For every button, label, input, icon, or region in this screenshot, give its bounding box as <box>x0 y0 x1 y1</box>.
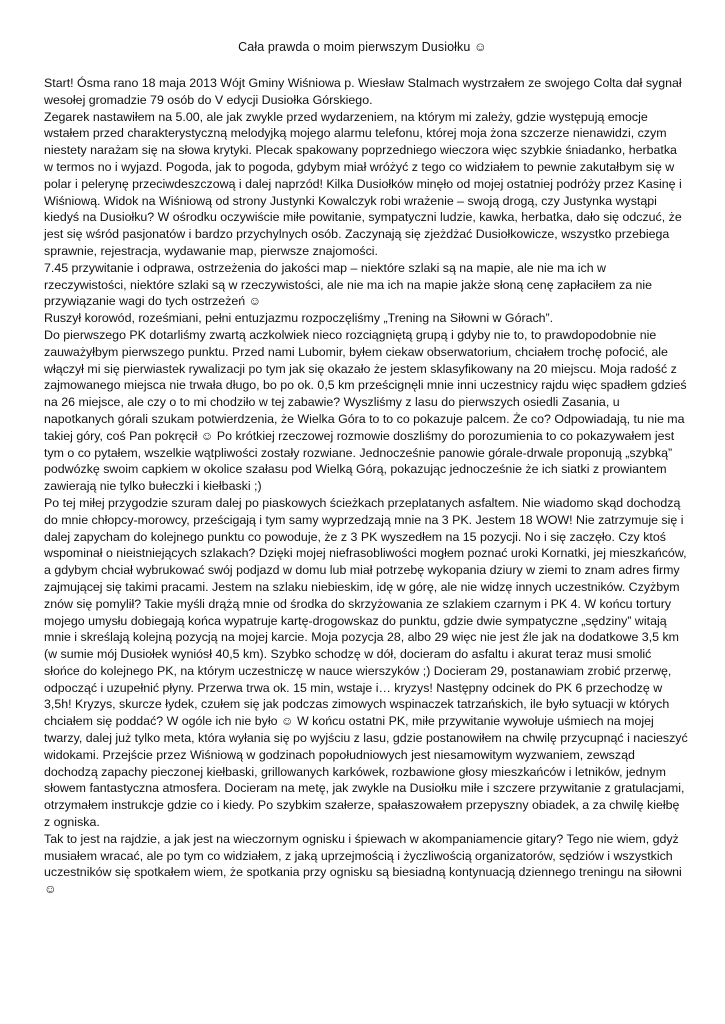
document-body <box>44 75 689 898</box>
paragraph: Zegarek nastawiłem na 5.00, ale jak zwykle przed wydarzeniem, na którym mi zależy, gdzie występują emocje wstałem przed charakterystyczną melodyjką mojego alarmu telefonu, której moja żona szczerze nienawidzi, czym niestety narażam się na słowa krytyki. Plecak spakowany poprzedniego wieczora więc szybkie śniadanko, herbatka w termos no i wyjazd. Pogoda, jak to pogoda, gdybym miał wróżyć z tego co widziałem to pewnie zakutałbym się w polar i pelerynę przeciwdeszczową i dalej naprzód! Kilka Dusiołków minęło od mojej ostatniej podróży przez Kasinę i Wiśniową. Widok na Wiśniową od strony Justynki Kowalczyk robi wrażenie – swoją drogą, czy Justynka wystąpi kiedyś na Dusiołku? W ośrodku oczywiście miłe powitanie, sympatyczni ludzie, kawka, herbatka, dało się odczuć, że jest się wśród pasjonatów i bardzo przychylnych osób. Zaczynają się zjeżdżać Dusiołkowicze, wszystko przebiega sprawnie, rejestracja, wydawanie map, pierwsze znajomości. <box>44 109 682 258</box>
paragraph: Do pierwszego PK dotarliśmy zwartą aczkolwiek nieco rozciągniętą grupą i gdyby nie to, to prawdopodobnie nie zauważyłbym pierwszego punktu. Przed nami Lubomir, byłem ciekaw obserwatorium, chciałem trochę pofocić, ale włączył mi się pierwiastek rywalizacji po tym jak się okazało że jestem sklasyfikowany na 20 miejscu. Moja radość z zajmowanego miejsca nie trwała długo, bo po ok. 0,5 km prześcignęli mnie inni uczestnicy rajdu więc spadłem gdzieś na 26 miejsce, ale czy o to mi chodziło w tej zabawie? Wyszliśmy z lasu do pierwszych osiedli Zasania, u napotkanych górali szukam potwierdzenia, że Wielka Góra to to co pokazuje palcem. Że co? Odpowiadają, tu nie ma takiej góry, coś Pan pokręcił ☺ Po krótkiej rzeczowej rozmowie doszliśmy do porozumienia to co pokazywałem jest tym o co pytałem, wszelkie wątpliwości zostały rozwiane. Jednocześnie panowie górale-drwale proponują „szybką” podwózkę swoim capkiem w okolice szałasu pod Wielką Górą, pokazując jednocześnie że ich siatki z prowiantem zawierają nie tylko bułeczki i kiełbaski ;) <box>44 327 687 494</box>
document-title: Cała prawda o moim pierwszym Dusiołku ☺ <box>238 40 487 54</box>
paragraph: Po tej miłej przygodzie szuram dalej po piaskowych ścieżkach przeplatanych asfaltem. Nie wiadomo skąd dochodzą do mnie chłopcy-morowcy, prześcigają i tym samy wyprzedzają mnie na 3 PK. Jestem 18 WOW! Nie zatrzymuje się i dalej zapycham do kolejnego punktu co powoduje, że z 3 PK wyszedłem na 15 pozycji. No i się zaczęło. Czy ktoś wspominał o nieistniejących szlakach? Dzięki mojej niefrasobliwości mogłem poznać uroki Kornatki, jej mieszkańców, a gdybym chciał wybrukować swój podjazd w domu lub miał potrzebę wykopania dziury w ziemi to znam adres firmy zajmującej się takimi pracami. Jestem na szlaku niebieskim, idę w górę, ale nie widzę innych uczestników. Czyżbym znów się pomylił? Takie myśli drążą mnie od środka do skrzyżowania ze szlakiem czarnym i PK 4. W końcu tortury mojego umysłu dobiegają końca wypatruje kartę-drogowskaz do punktu, gdzie dwie sympatyczne „sędziny” witają mnie i skreślają kolejną pozycją na mojej karcie. Moja pozycja 28, albo 29 więc nie jest źle jak na dodatkowe 3,5 km (w sumie mój Dusiołek wyniósł 40,5 km). Szybko schodzę w dół, docieram do asfaltu i akurat teraz musi smolić słońce do kolejnego PK, na którym uczestniczę w nauce wierszyków ;) Docieram 29, postanawiam zrobić przerwę, odpocząć i uzupełnić płyny. Przerwa trwa ok. 15 min, wstaje i… kryzys! Następny odcinek do PK 6 przechodzę w 3,5h! Kryzys, skurcze łydek, czułem się jak podczas zimowych wspinaczek tatrzańskich, ile było sytuacji w których chciałem się poddać? W ogóle ich nie było ☺ W końcu ostatni PK, miłe przywitanie wywołuje uśmiech na mojej twarzy, dalej już tylko meta, która wyłania się po wyjściu z lasu, gdzie postanowiłem na chwilę przycupnąć i nacieszyć widokami. Przejście przez Wiśniową w godzinach popołudniowych jest niesamowitym wyzwaniem, zewsząd dochodzą zapachy pieczonej kiełbaski, grillowanych karkówek, rozbawione głosy mieszkańców i letników, jednym słowem fantastyczna atmosfera. Docieram na metę, jak zwykle na Dusiołku miłe i szczere przywitanie z gratulacjami, otrzymałem instrukcje gdzie co i kiedy. Po szybkim szałerze, spałaszowałem przepyszny obiadek, a za chwilę kiełbę z ogniska. <box>44 495 688 830</box>
paragraph: Ruszył korowód, roześmiani, pełni entuzjazmu rozpoczęliśmy „Trening na Siłowni w Górach”. <box>44 311 554 326</box>
paragraph: 7.45 przywitanie i odprawa, ostrzeżenia do jakości map – niektóre szlaki są na mapie, ale nie ma ich w rzeczywistości, niektóre szlaki są w rzeczywistości, ale nie ma ich na mapie jakże słoną cenę zapłaciłem za nie przywiązanie wagi do tych ostrzeżeń ☺ <box>44 260 653 309</box>
paragraph: Start! Ósma rano 18 maja 2013 Wójt Gminy Wiśniowa p. Wiesław Stalmach wystrzałem ze swojego Colta dał sygnał wesołej gromadzie 79 osób do V edycji Dusiołka Górskiego. <box>44 76 682 107</box>
paragraph: Tak to jest na rajdzie, a jak jest na wieczornym ognisku i śpiewach w akompaniamencie gitary? Tego nie wiem, gdyż musiałem wracać, ale po tym co widziałem, z jaką uprzejmością i życzliwością organizatorów, sędziów i wszystkich uczestników się spotkałem wiem, że spotkania przy ognisku są biesiadną kontynuacją dziennego treningu na siłowni ☺ <box>44 831 682 897</box>
